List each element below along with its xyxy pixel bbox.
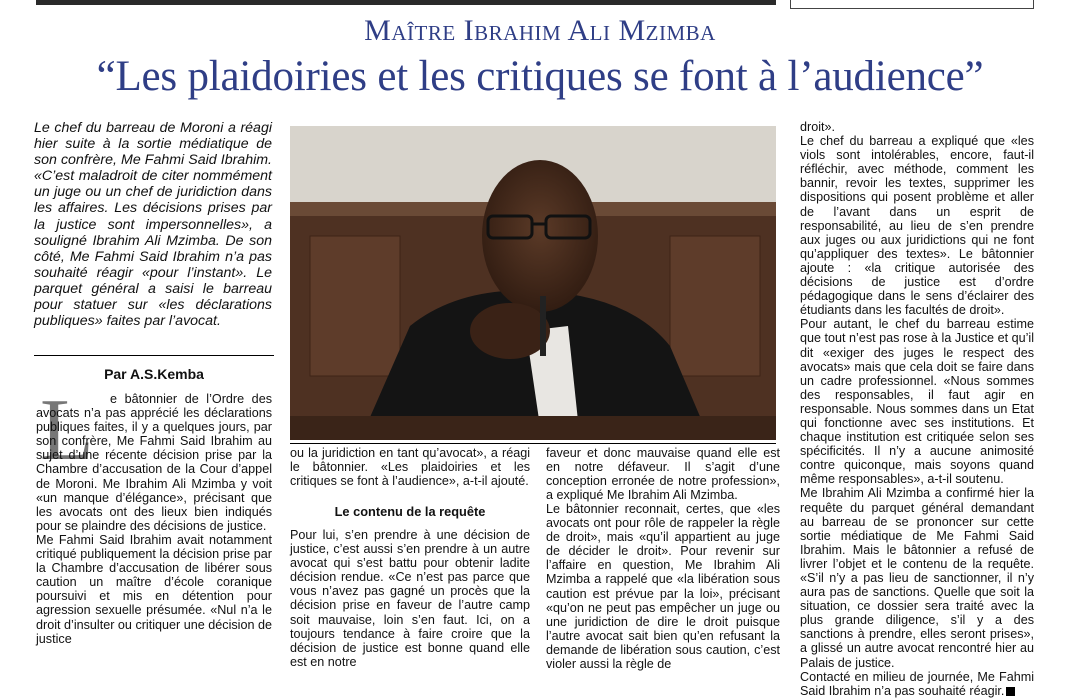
byline: Par A.S.Kemba (104, 366, 204, 382)
col1-paragraph: Me Fahmi Said Ibrahim avait notamment critiqué publiquement la décision prise par la Chambre d’accusation de libérer sous caution un maître d’école coranique poursuivi et mis en détention pour agression sexuelle présumée. «Nul n’a le droit d’insulter ou critiquer une décision de justice (36, 532, 272, 646)
column-2-bottom (290, 528, 530, 669)
lead-divider (34, 355, 274, 356)
col1-paragraph: e bâtonnier de l’Ordre des avocats n’a pas apprécié les déclarations publiques faites, il y a quelques jours, par son confrère, Me Fahmi Said Ibrahim au sujet d’une récente décision prise par la Chambre d’accusation de la Cour d’appel de Moroni. Me Ibrahim Ali Mzimba y voit «un manque d’élégance», précisant que les avocats ont des lieux bien indiqués pour se plaindre des décisions de justice. (36, 392, 272, 533)
col4-paragraph: Le chef du barreau a expliqué que «les viols sont intolérables, encore, faut-il réfléchir, avec méthode, comment les bannir, revoir les textes, supprimer les dispositions qui posent problème et aller de l’avant dans un esprit de responsabilité, au lieu de s’en prendre aux juges ou aux juridictions qui ne font qu’appliquer des textes». Le bâtonnier ajoute : «la critique autorisée des décisions de justice est d’ordre pédagogique dans le sens d’éclairer des étudiants dans les facultés de droit». (800, 134, 1034, 318)
col3-paragraph: faveur et donc mauvaise quand elle est en notre défaveur. Il s’agit d’une conception erronée de notre profession», a expliqué Me Ibrahim Ali Mzimba. (546, 446, 780, 503)
drop-cap: L (40, 382, 94, 479)
column-1 (36, 382, 272, 646)
col2-paragraph: ou la juridiction en tant qu’avocat», a réagi le bâtonnier. «Les plaidoiries et les critiques se font à l’audience», a-t-il ajouté. (290, 446, 530, 489)
column-3-top (546, 446, 780, 502)
photo-divider (290, 443, 776, 444)
article-lead: Le chef du barreau de Moroni a réagi hier suite à la sortie médiatique de son confrère, Me Fahmi Said Ibrahim. «C’est maladroit de citer nommément un juge ou un chef de juridiction dans les affaires. Les décisions prises par la justice sont impersonnelles», a souligné Ibrahim Ali Mzimba. De son côté, Me Fahmi Said Ibrahim n’a pas souhaité réagir «pour l’instant». Le parquet général a saisi le barreau pour statuer sur «les déclarations publiques» faites par l’avocat. (34, 120, 272, 330)
portrait-photo (290, 126, 776, 440)
col4-paragraph: droit». (800, 120, 836, 134)
col4-paragraph: Pour autant, le chef du barreau estime que tout n’est pas rose à la Justice et qu’il dit «exiger des juges le respect des avocats» mais que cela doit se faire dans un cadre professionnel. «Nous sommes des responsables, il faut agir en responsable. Nous sommes dans un Etat qui fonctionne avec ses institutions. Et chaque institution est critiquée selon ses spécificités. Il n’y a aucune animosité contre quiconque, mais soyons quand même responsables», a-t-il soutenu. (800, 317, 1034, 487)
top-rule (36, 0, 776, 5)
corner-box (790, 0, 1034, 9)
col4-paragraph (800, 670, 1034, 698)
section-subhead: Le contenu de la requête (334, 504, 486, 519)
article-headline: “Les plaidoiries et les critiques se font à l’audience” (96, 53, 984, 100)
portrait-illustration (290, 126, 776, 440)
col3-paragraph: Le bâtonnier reconnait, certes, que «les avocats ont pour rôle de rappeler la règle de droit», mais «qu’il appartient au juge de décider le droit». Pour revenir sur l’affaire en question, Me Ibrahim Ali Mzimba a rappelé que «la libération sous caution est prévue par la loi», précisant «qu’on ne peut pas empêcher un juge ou une juridiction de dire le droit puisque l’autre avocat sait bien qu’en refusant la demande de libération sous caution, c’est violer aussi la règle de (546, 502, 780, 672)
col2-paragraph: Pour lui, s’en prendre à une décision de justice, c’est aussi s’en prendre à un autre avocat qui s’est battu pour obtenir ladite décision rendue. «Ce n’est pas parce que vous n’avez pas gagné un procès que la décision prise en faveur de l’autre camp soit mauvaise, loin s’en faut. Ici, on a toujours tendance à faire croire que la décision de justice est bonne quand elle est en notre (290, 528, 530, 669)
column-3-bottom (546, 502, 780, 671)
col4-paragraph: Me Ibrahim Ali Mzimba a confirmé hier la requête du parquet général demandant au barreau de se prononcer sur cette sortie médiatique de Me Fahmi Said Ibrahim. Mais le bâtonnier a refusé de livrer l’objet et le contenu de la requête. «S’il n’y a pas lieu de sanctionner, il n’y aura pas de sanctions. Quelle que soit la situation, ce dossier sera traité avec la plus grande diligence, s’il y a des sanctions à prendre, elles seront prises», a glissé un autre avocat rencontré hier au Palais de justice. (800, 486, 1034, 670)
column-4 (800, 120, 1034, 698)
col4-closing-text: Contacté en milieu de journée, Me Fahmi Said Ibrahim n’a pas souhaité réagir. (800, 669, 1034, 698)
end-mark (1006, 687, 1015, 696)
column-2-top (290, 446, 530, 488)
article-kicker: Maître Ibrahim Ali Mzimba (364, 14, 716, 47)
